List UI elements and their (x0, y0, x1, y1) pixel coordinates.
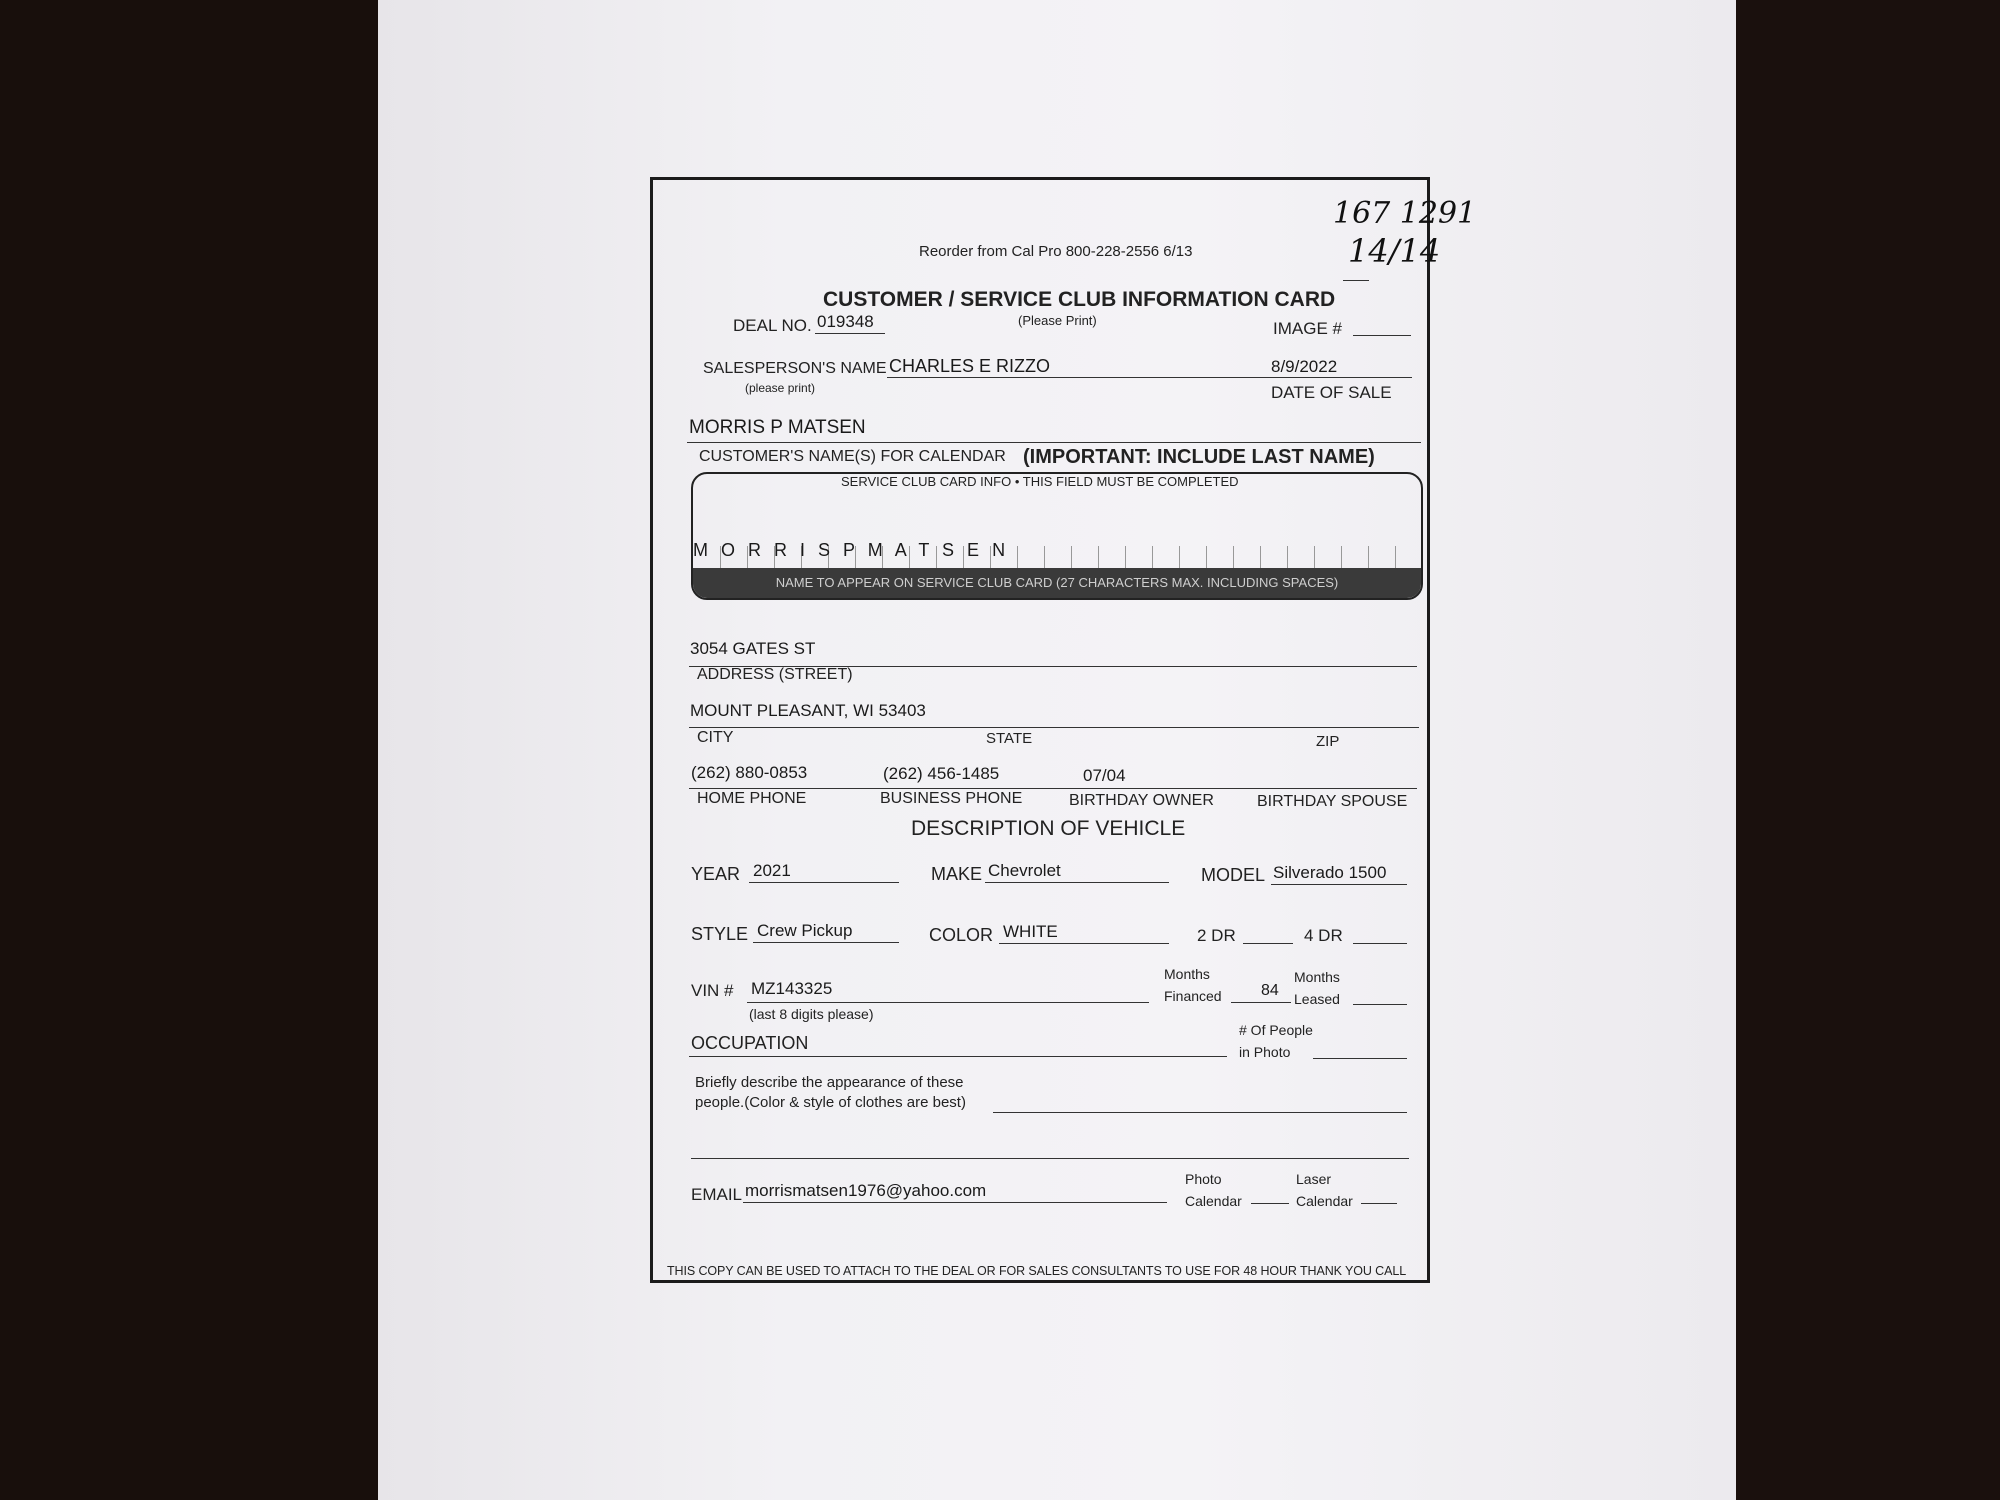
city-label: CITY (697, 729, 734, 746)
deal-no-value: 019348 (817, 312, 874, 331)
character-tick (1125, 546, 1126, 568)
birthday-owner-label: BIRTHDAY OWNER (1069, 792, 1214, 809)
financed-label: Financed (1164, 988, 1222, 1004)
service-club-band: NAME TO APPEAR ON SERVICE CLUB CARD (27 CHARACTERS MAX. INCLUDING SPACES) (693, 568, 1421, 598)
months-leased-label-top: Months (1294, 969, 1340, 985)
birthday-owner-value: 07/04 (1083, 766, 1126, 785)
vin-value: MZ143325 (751, 979, 833, 998)
vin-line (747, 1002, 1149, 1003)
handwritten-number: 167 1291 (1333, 196, 1477, 231)
make-label: MAKE (931, 864, 983, 884)
deal-no-line (815, 333, 885, 334)
deal-no-label: DEAL NO. (733, 316, 812, 335)
vehicle-heading: DESCRIPTION OF VEHICLE (911, 817, 1186, 840)
customer-name-label: CUSTOMER'S NAME(S) FOR CALENDAR (699, 448, 1006, 465)
laser-calendar-label: Calendar (1296, 1193, 1353, 1209)
salesperson-line (887, 377, 1412, 378)
character-tick (1071, 546, 1072, 568)
vin-sub-label: (last 8 digits please) (749, 1006, 874, 1022)
business-phone-value: (262) 456-1485 (883, 764, 1000, 783)
financed-value: 84 (1261, 982, 1279, 999)
card-title: CUSTOMER / SERVICE CLUB INFORMATION CARD (823, 288, 1336, 311)
months-financed-label-top: Months (1164, 966, 1210, 982)
describe-text-line2: people.(Color & style of clothes are best) (695, 1094, 966, 1111)
style-line (753, 942, 899, 943)
card-footer: THIS COPY CAN BE USED TO ATTACH TO THE DEAL OR FOR SALES CONSULTANTS TO USE FOR 48 HOUR THANK YOU CALL (667, 1264, 1407, 1278)
financed-line (1231, 1002, 1291, 1003)
background-right (1730, 0, 2000, 1500)
photo-calendar-line (1251, 1203, 1289, 1204)
salesperson-label: SALESPERSON'S NAME (703, 360, 887, 377)
address-label: ADDRESS (STREET) (697, 666, 853, 683)
email-label: EMAIL (691, 1185, 743, 1204)
handwritten-fraction: 14/14 (1348, 232, 1441, 270)
customer-name-value: MORRIS P MATSEN (689, 417, 866, 438)
photo-calendar-label-top: Photo (1185, 1171, 1222, 1187)
background-left (0, 0, 380, 1500)
character-tick (1017, 546, 1018, 568)
service-club-box (691, 472, 1423, 600)
year-line (749, 882, 899, 883)
info-card (650, 177, 1477, 1283)
make-value: Chevrolet (988, 861, 1061, 880)
make-line (985, 882, 1169, 883)
business-phone-label: BUSINESS PHONE (880, 790, 1023, 807)
people-in-photo-line (1313, 1058, 1407, 1059)
style-label: STYLE (691, 924, 749, 944)
character-tick (1179, 546, 1180, 568)
occupation-label: OCCUPATION (691, 1033, 809, 1053)
people-in-photo-label: in Photo (1239, 1044, 1291, 1060)
year-value: 2021 (753, 861, 791, 880)
photo-calendar-label: Calendar (1185, 1193, 1242, 1209)
describe-text-line1: Briefly describe the appearance of these (695, 1074, 964, 1091)
state-label: STATE (986, 730, 1033, 747)
year-label: YEAR (691, 864, 741, 884)
character-tick (1098, 546, 1099, 568)
character-tick (1044, 546, 1045, 568)
character-tick (1395, 546, 1396, 568)
occupation-line (689, 1056, 1227, 1057)
birthday-spouse-label: BIRTHDAY SPOUSE (1257, 793, 1408, 810)
image-number-line (1353, 335, 1411, 336)
phones-line (689, 788, 1417, 789)
customer-name-line (687, 442, 1421, 443)
city-value: MOUNT PLEASANT, WI 53403 (690, 701, 926, 720)
service-club-box-title: SERVICE CLUB CARD INFO • THIS FIELD MUST BE COMPLETED (841, 474, 1239, 489)
color-label: COLOR (929, 925, 994, 945)
character-tick (1206, 546, 1207, 568)
character-tick (1260, 546, 1261, 568)
style-value: Crew Pickup (757, 921, 853, 940)
people-in-photo-label-top: # Of People (1239, 1022, 1313, 1038)
email-line (743, 1202, 1167, 1203)
salesperson-value: CHARLES E RIZZO (889, 356, 1051, 376)
character-tick (1233, 546, 1234, 568)
laser-calendar-line (1361, 1203, 1397, 1204)
salesperson-sub-label: (please print) (745, 381, 816, 395)
home-phone-value: (262) 880-0853 (691, 763, 808, 782)
home-phone-label: HOME PHONE (697, 790, 807, 807)
two-door-line (1243, 943, 1293, 944)
zip-label: ZIP (1316, 733, 1340, 750)
four-door-line (1353, 943, 1407, 944)
describe-line-1 (993, 1112, 1407, 1113)
email-value: morrismatsen1976@yahoo.com (745, 1181, 987, 1200)
city-line (689, 727, 1419, 728)
character-tick (1314, 546, 1315, 568)
character-tick (1152, 546, 1153, 568)
please-print-label: (Please Print) (1018, 313, 1097, 328)
color-value: WHITE (1003, 922, 1058, 941)
address-value: 3054 GATES ST (690, 639, 816, 658)
service-club-name: M O R R I S P M A T S E N (693, 540, 1010, 560)
handwritten-underline (1343, 280, 1369, 281)
reorder-text: Reorder from Cal Pro 800-228-2556 6/13 (919, 243, 1193, 260)
important-note: (IMPORTANT: INCLUDE LAST NAME) (1023, 446, 1375, 468)
model-value: Silverado 1500 (1273, 863, 1387, 882)
leased-line (1353, 1004, 1407, 1005)
character-tick (1287, 546, 1288, 568)
four-door-label: 4 DR (1304, 926, 1343, 945)
model-label: MODEL (1201, 865, 1266, 885)
color-line (999, 943, 1169, 944)
laser-calendar-label-top: Laser (1296, 1171, 1332, 1187)
character-tick (1368, 546, 1369, 568)
date-of-sale-label: DATE OF SALE (1271, 383, 1392, 402)
describe-line-2 (691, 1158, 1409, 1159)
character-tick (1341, 546, 1342, 568)
vin-label: VIN # (691, 981, 734, 1000)
model-line (1271, 884, 1407, 885)
two-door-label: 2 DR (1197, 926, 1236, 945)
leased-label: Leased (1294, 991, 1340, 1007)
image-number-label: IMAGE # (1273, 319, 1342, 338)
date-of-sale-value: 8/9/2022 (1271, 357, 1338, 376)
